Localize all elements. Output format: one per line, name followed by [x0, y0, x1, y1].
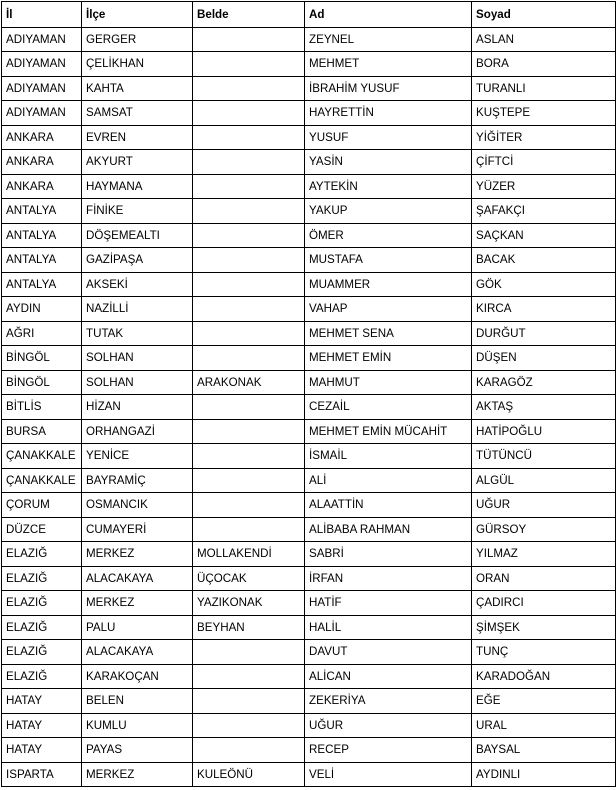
cell-belde	[193, 664, 305, 689]
cell-ad: ZEKERİYA	[305, 689, 472, 714]
cell-soyad: AYDINLI	[472, 762, 616, 787]
cell-ilce: FİNİKE	[82, 199, 193, 224]
cell-ad: HAYRETTİN	[305, 101, 472, 126]
table-row	[2, 199, 616, 224]
cell-belde	[193, 76, 305, 101]
table-row	[2, 615, 616, 640]
cell-ad: YAKUP	[305, 199, 472, 224]
cell-ad: İBRAHİM YUSUF	[305, 76, 472, 101]
cell-il: ELAZIĞ	[2, 640, 82, 665]
header-belde: Belde	[193, 2, 305, 28]
cell-soyad: SAÇKAN	[472, 223, 616, 248]
cell-il: ANTALYA	[2, 272, 82, 297]
table-row	[2, 713, 616, 738]
cell-ad: VELİ	[305, 762, 472, 787]
cell-ad: ALİBABA RAHMAN	[305, 517, 472, 542]
table-body	[2, 27, 616, 787]
cell-il: ELAZIĞ	[2, 591, 82, 616]
cell-belde	[193, 199, 305, 224]
cell-ad: ALAATTİN	[305, 493, 472, 518]
table-row	[2, 664, 616, 689]
cell-soyad: UĞUR	[472, 493, 616, 518]
cell-ilce: EVREN	[82, 125, 193, 150]
cell-ilce: ALACAKAYA	[82, 566, 193, 591]
cell-belde	[193, 297, 305, 322]
table-row	[2, 419, 616, 444]
cell-belde	[193, 493, 305, 518]
table-row	[2, 493, 616, 518]
cell-ilce: MERKEZ	[82, 542, 193, 567]
cell-ilce: CUMAYERİ	[82, 517, 193, 542]
header-il: İl	[2, 2, 82, 28]
cell-soyad: YILMAZ	[472, 542, 616, 567]
cell-soyad: TURANLI	[472, 76, 616, 101]
cell-ilce: AKSEKİ	[82, 272, 193, 297]
cell-ilce: YENİCE	[82, 444, 193, 469]
cell-ilce: GERGER	[82, 27, 193, 52]
cell-soyad: YÜZER	[472, 174, 616, 199]
cell-belde	[193, 419, 305, 444]
cell-soyad: ORAN	[472, 566, 616, 591]
table-row	[2, 346, 616, 371]
cell-soyad: HATİPOĞLU	[472, 419, 616, 444]
cell-belde	[193, 52, 305, 77]
cell-soyad: DÜŞEN	[472, 346, 616, 371]
cell-ilce: GAZİPAŞA	[82, 248, 193, 273]
cell-il: ADIYAMAN	[2, 76, 82, 101]
table-row	[2, 150, 616, 175]
cell-soyad: GÖK	[472, 272, 616, 297]
cell-belde	[193, 174, 305, 199]
cell-soyad: KUŞTEPE	[472, 101, 616, 126]
table-row	[2, 370, 616, 395]
table-row	[2, 542, 616, 567]
cell-soyad: ÇADIRCI	[472, 591, 616, 616]
table-row	[2, 566, 616, 591]
cell-soyad: EĞE	[472, 689, 616, 714]
cell-soyad: AKTAŞ	[472, 395, 616, 420]
table-row	[2, 689, 616, 714]
cell-ad: ÖMER	[305, 223, 472, 248]
header-row	[2, 2, 616, 28]
header-ad: Ad	[305, 2, 472, 28]
cell-ilce: ALACAKAYA	[82, 640, 193, 665]
cell-soyad: TUNÇ	[472, 640, 616, 665]
table-row	[2, 591, 616, 616]
cell-ad: HATİF	[305, 591, 472, 616]
cell-ilce: BAYRAMİÇ	[82, 468, 193, 493]
table-row	[2, 76, 616, 101]
cell-il: BİTLİS	[2, 395, 82, 420]
cell-il: ELAZIĞ	[2, 615, 82, 640]
cell-il: ANTALYA	[2, 223, 82, 248]
table-row	[2, 248, 616, 273]
cell-belde	[193, 640, 305, 665]
cell-ilce: HİZAN	[82, 395, 193, 420]
table-row	[2, 125, 616, 150]
cell-belde	[193, 738, 305, 763]
cell-belde: KULEÖNÜ	[193, 762, 305, 787]
cell-ad: DAVUT	[305, 640, 472, 665]
cell-belde	[193, 27, 305, 52]
cell-ilce: MERKEZ	[82, 762, 193, 787]
cell-belde	[193, 444, 305, 469]
cell-ilce: DÖŞEMEALTI	[82, 223, 193, 248]
table-row	[2, 738, 616, 763]
cell-ad: HALİL	[305, 615, 472, 640]
cell-il: ADIYAMAN	[2, 27, 82, 52]
cell-ad: RECEP	[305, 738, 472, 763]
cell-ad: MEHMET SENA	[305, 321, 472, 346]
data-table	[1, 1, 616, 787]
cell-belde	[193, 150, 305, 175]
cell-il: ANTALYA	[2, 199, 82, 224]
cell-ad: VAHAP	[305, 297, 472, 322]
cell-ilce: KUMLU	[82, 713, 193, 738]
cell-ad: CEZAİL	[305, 395, 472, 420]
cell-ilce: SOLHAN	[82, 370, 193, 395]
cell-ilce: MERKEZ	[82, 591, 193, 616]
cell-ad: UĞUR	[305, 713, 472, 738]
cell-soyad: BORA	[472, 52, 616, 77]
cell-ilce: BELEN	[82, 689, 193, 714]
cell-soyad: ALGÜL	[472, 468, 616, 493]
cell-ad: ALİ	[305, 468, 472, 493]
cell-il: HATAY	[2, 713, 82, 738]
table-row	[2, 101, 616, 126]
table-row	[2, 174, 616, 199]
cell-ad: SABRİ	[305, 542, 472, 567]
cell-ilce: KARAKOÇAN	[82, 664, 193, 689]
cell-soyad: ŞAFAKÇI	[472, 199, 616, 224]
cell-il: BİNGÖL	[2, 370, 82, 395]
cell-ilce: SAMSAT	[82, 101, 193, 126]
cell-il: ÇORUM	[2, 493, 82, 518]
cell-belde	[193, 689, 305, 714]
cell-ad: MEHMET EMİN	[305, 346, 472, 371]
cell-belde	[193, 346, 305, 371]
cell-soyad: ÇİFTCİ	[472, 150, 616, 175]
cell-il: ANTALYA	[2, 248, 82, 273]
cell-ad: MUSTAFA	[305, 248, 472, 273]
table-row	[2, 297, 616, 322]
cell-soyad: BAYSAL	[472, 738, 616, 763]
cell-il: ELAZIĞ	[2, 566, 82, 591]
cell-soyad: KIRCA	[472, 297, 616, 322]
cell-soyad: BACAK	[472, 248, 616, 273]
cell-ilce: HAYMANA	[82, 174, 193, 199]
header-ilce: İlçe	[82, 2, 193, 28]
cell-belde: ÜÇOCAK	[193, 566, 305, 591]
cell-soyad: KARAGÖZ	[472, 370, 616, 395]
cell-ad: İSMAİL	[305, 444, 472, 469]
cell-belde	[193, 517, 305, 542]
cell-belde	[193, 468, 305, 493]
cell-il: ISPARTA	[2, 762, 82, 787]
cell-belde: YAZIKONAK	[193, 591, 305, 616]
cell-belde	[193, 101, 305, 126]
cell-soyad: ŞİMŞEK	[472, 615, 616, 640]
table-row	[2, 395, 616, 420]
cell-ad: MEHMET EMİN MÜCAHİT	[305, 419, 472, 444]
cell-il: HATAY	[2, 689, 82, 714]
cell-il: ADIYAMAN	[2, 52, 82, 77]
table-row	[2, 444, 616, 469]
cell-soyad: URAL	[472, 713, 616, 738]
cell-soyad: GÜRSOY	[472, 517, 616, 542]
cell-il: ANKARA	[2, 125, 82, 150]
cell-belde: MOLLAKENDİ	[193, 542, 305, 567]
cell-il: BİNGÖL	[2, 346, 82, 371]
cell-soyad: KARADOĞAN	[472, 664, 616, 689]
cell-il: AĞRI	[2, 321, 82, 346]
table-row	[2, 272, 616, 297]
cell-il: ELAZIĞ	[2, 664, 82, 689]
table-row	[2, 27, 616, 52]
cell-soyad: YİĞİTER	[472, 125, 616, 150]
cell-belde: BEYHAN	[193, 615, 305, 640]
cell-ad: MAHMUT	[305, 370, 472, 395]
cell-ad: ZEYNEL	[305, 27, 472, 52]
cell-ilce: PALU	[82, 615, 193, 640]
cell-soyad: DURĞUT	[472, 321, 616, 346]
cell-belde	[193, 321, 305, 346]
cell-ilce: ÇELİKHAN	[82, 52, 193, 77]
table-row	[2, 762, 616, 787]
cell-ilce: SOLHAN	[82, 346, 193, 371]
header-soyad: Soyad	[472, 2, 616, 28]
cell-ad: İRFAN	[305, 566, 472, 591]
cell-belde	[193, 395, 305, 420]
cell-ilce: AKYURT	[82, 150, 193, 175]
cell-il: BURSA	[2, 419, 82, 444]
cell-belde	[193, 125, 305, 150]
cell-ilce: TUTAK	[82, 321, 193, 346]
cell-il: DÜZCE	[2, 517, 82, 542]
cell-ad: MUAMMER	[305, 272, 472, 297]
cell-belde	[193, 248, 305, 273]
cell-belde	[193, 272, 305, 297]
cell-il: ANKARA	[2, 174, 82, 199]
cell-soyad: TÜTÜNCÜ	[472, 444, 616, 469]
cell-ilce: OSMANCIK	[82, 493, 193, 518]
cell-ad: YASİN	[305, 150, 472, 175]
cell-ilce: PAYAS	[82, 738, 193, 763]
cell-il: ÇANAKKALE	[2, 468, 82, 493]
table-row	[2, 517, 616, 542]
cell-ad: AYTEKİN	[305, 174, 472, 199]
cell-il: AYDIN	[2, 297, 82, 322]
cell-il: ADIYAMAN	[2, 101, 82, 126]
cell-ilce: ORHANGAZİ	[82, 419, 193, 444]
cell-il: ELAZIĞ	[2, 542, 82, 567]
cell-ilce: NAZİLLİ	[82, 297, 193, 322]
cell-belde	[193, 223, 305, 248]
table-row	[2, 52, 616, 77]
cell-il: ÇANAKKALE	[2, 444, 82, 469]
cell-ad: YUSUF	[305, 125, 472, 150]
cell-belde	[193, 713, 305, 738]
table-row	[2, 640, 616, 665]
table-row	[2, 223, 616, 248]
cell-belde: ARAKONAK	[193, 370, 305, 395]
cell-ilce: KAHTA	[82, 76, 193, 101]
cell-il: ANKARA	[2, 150, 82, 175]
cell-soyad: ASLAN	[472, 27, 616, 52]
cell-ad: ALİCAN	[305, 664, 472, 689]
table-row	[2, 468, 616, 493]
table-row	[2, 321, 616, 346]
cell-ad: MEHMET	[305, 52, 472, 77]
cell-il: HATAY	[2, 738, 82, 763]
